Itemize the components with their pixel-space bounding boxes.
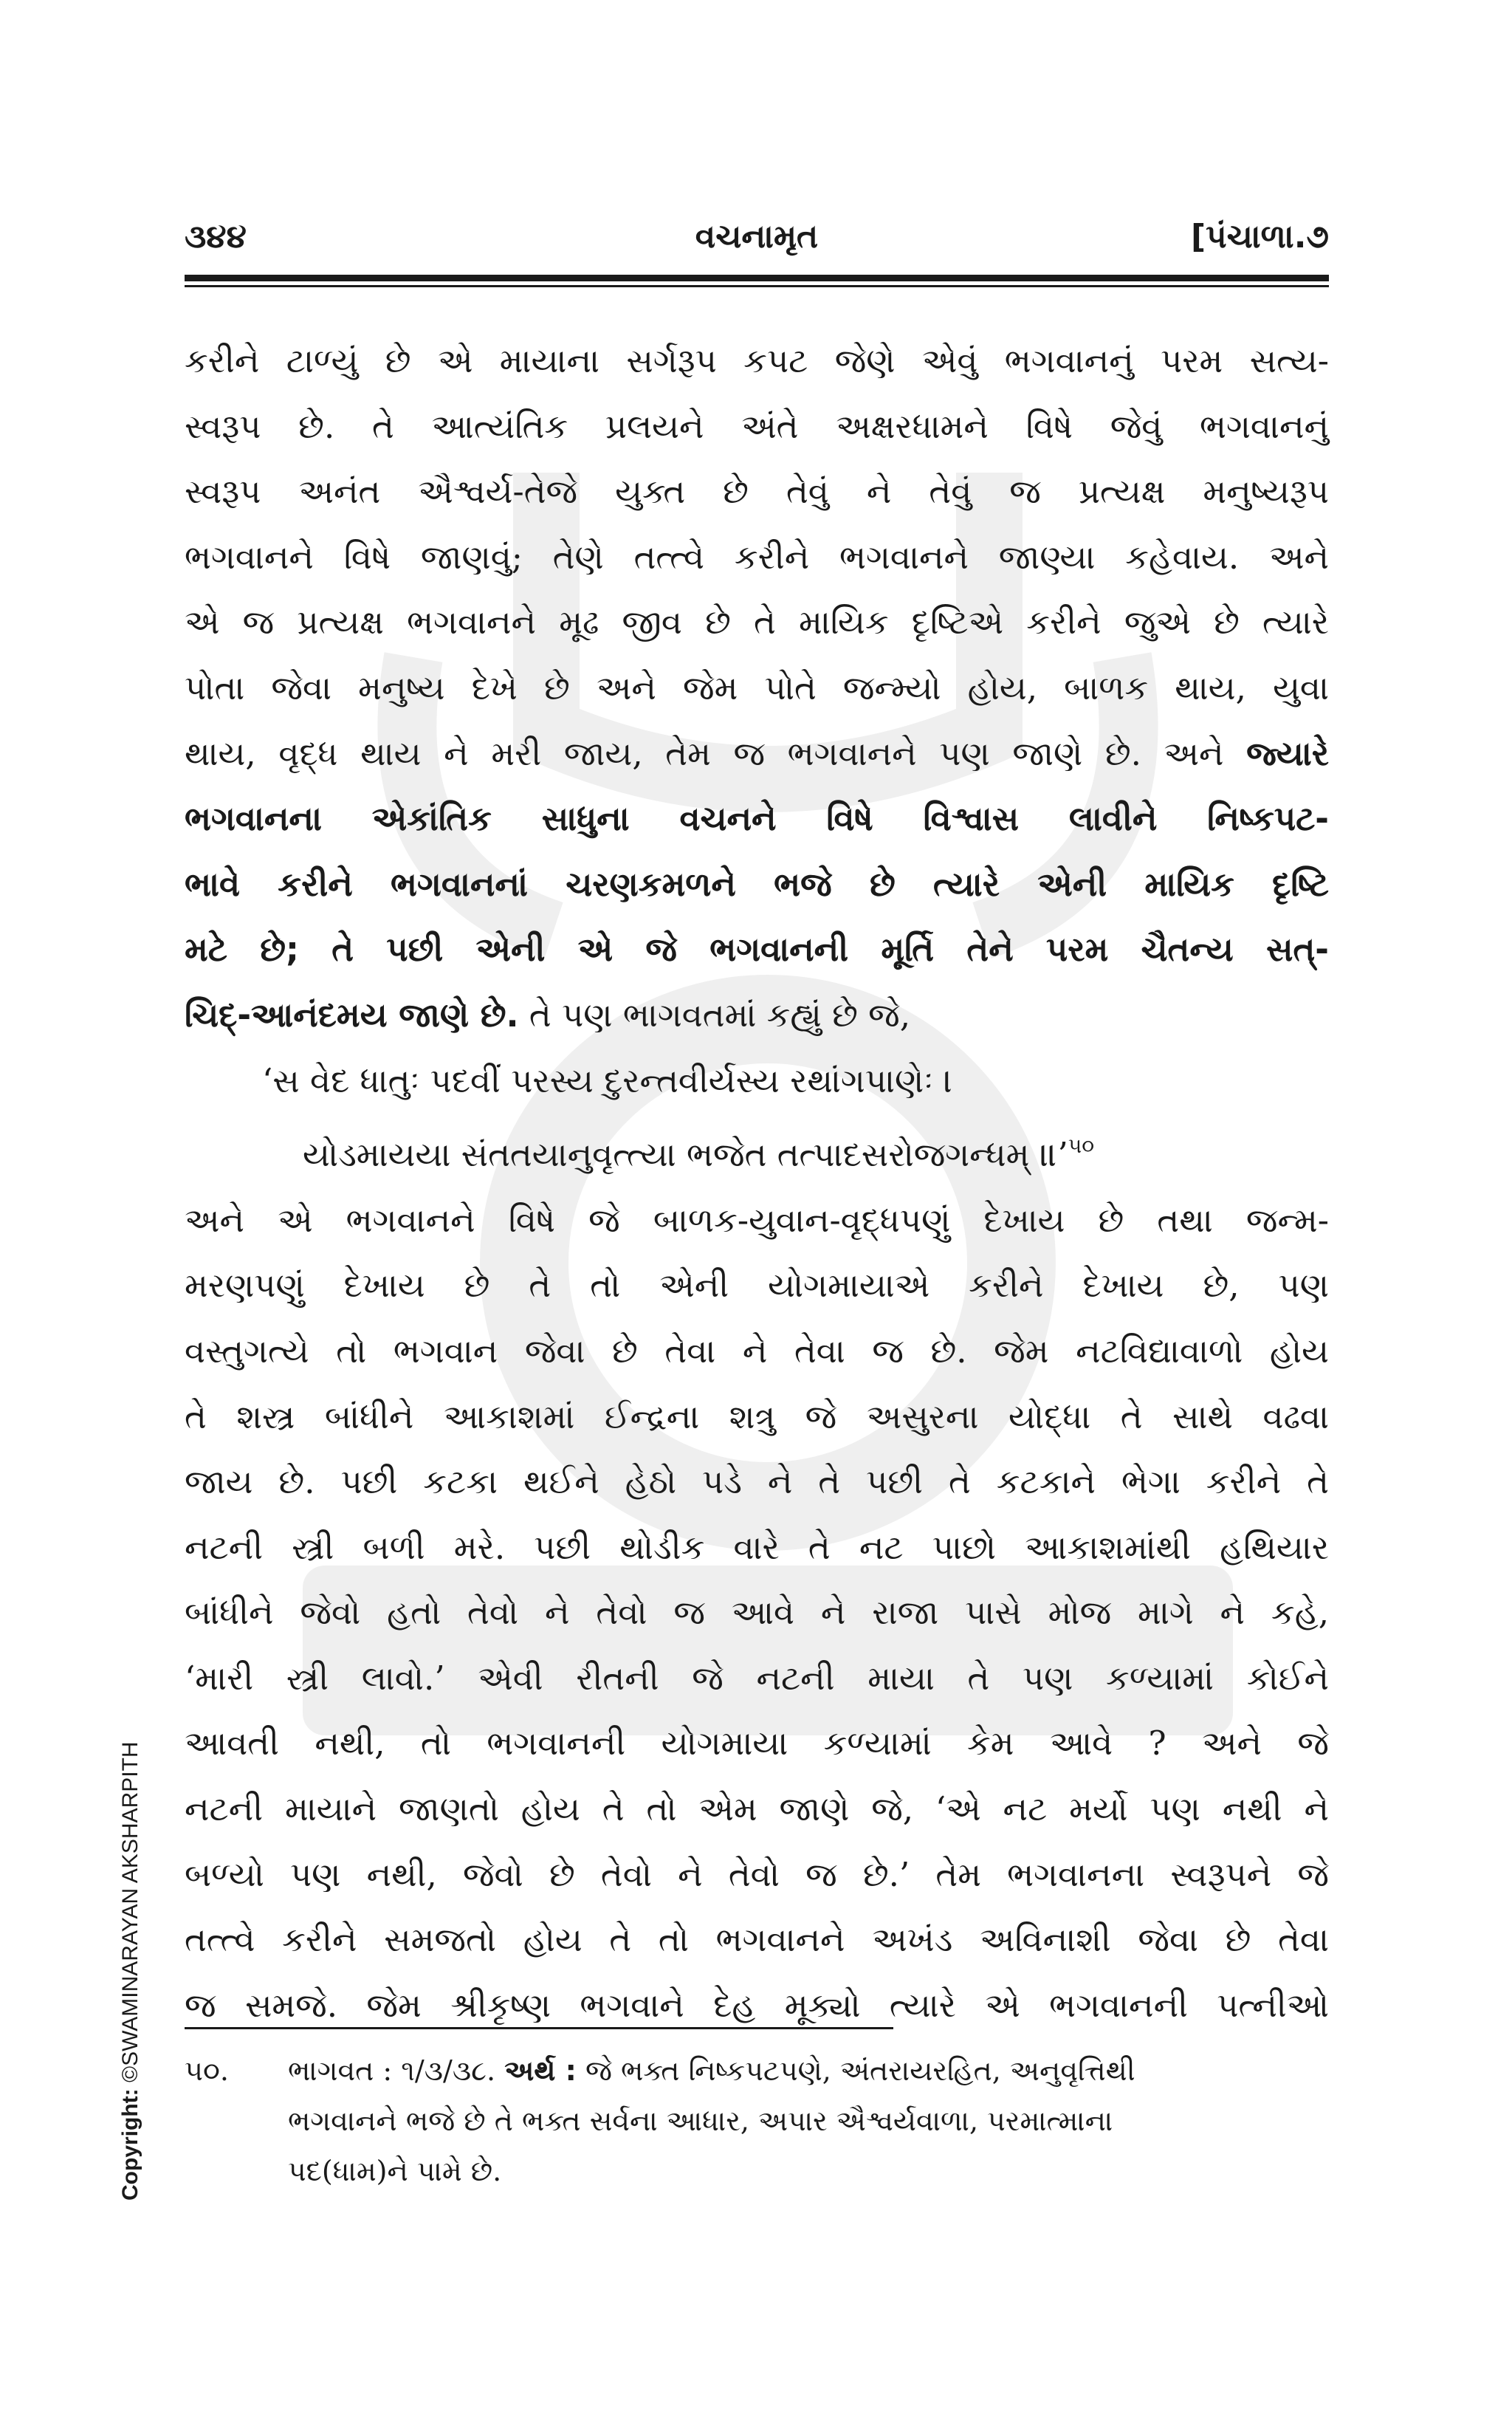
text-line: તે શસ્ત્ર બાંધીને આકાશમાં ઈન્દ્રના શત્રુ જે અસુરના યોદ્ધા તે સાથે વઢવા [185, 1396, 1329, 1436]
footnote-line [288, 2046, 1329, 2096]
text-line: એ જ પ્રત્યક્ષ ભગવાનને મૂઢ જીવ છે તે માયિક દૃષ્ટિએ કરીને જુએ છે ત્યારે [185, 603, 1329, 642]
copyright-label: Copyright: [118, 2088, 142, 2201]
text-line: જાય છે. પછી કટકા થઈને હેઠો પડે ને તે પછી તે કટકાને ભેગા કરીને તે [185, 1462, 1329, 1502]
text-line: વસ્તુગત્યે તો ભગવાન જેવા છે તેવા ને તેવા જ છે. જેમ નટવિદ્યાવાળો હોય [185, 1331, 1329, 1371]
footnote-body [288, 2046, 1329, 2196]
footnote-line: પદ(ધામ)ને પામે છે. [288, 2155, 502, 2187]
text-line: બળ્યો પણ નથી, જેવો છે તેવો ને તેવો જ છે.’ તેમ ભગવાનના સ્વરૂપને જે [185, 1854, 1329, 1894]
text-line: તત્ત્વે કરીને સમજતો હોય તે તો ભગવાનને અખંડ અવિનાશી જેવા છે તેવા [185, 1920, 1329, 1960]
text-line: બાંધીને જેવો હતો તેવો ને તેવો જ આવે ને રાજા પાસે મોજ માગે ને કહે, [185, 1593, 1329, 1633]
section-label: [પંચાળા.૭ [1190, 218, 1329, 256]
emphasis-text: ચિદ્-આનંદમય જાણે છે. [185, 995, 519, 1035]
footnote-line: ભગવાનને ભજે છે તે ભક્ત સર્વના આધાર, અપાર ઐશ્વર્યવાળા, પરમાત્માના [288, 2105, 1113, 2137]
text-line [185, 983, 1329, 1049]
text-line: કરીને ટાળ્યું છે એ માયાના સર્ગરૂપ કપટ જેણે એવું ભગવાનનું પરમ સત્ય- [185, 341, 1329, 380]
sanskrit-verse-line [185, 1114, 1329, 1188]
sanskrit-verse-line: ‘સ વેદ ધાતુઃ પદવીં પરસ્ય દુરન્તવીર્યસ્ય રથાંગપાણેઃ । [262, 1060, 953, 1100]
header-rule [185, 275, 1329, 281]
footnote-number: ૫૦. [185, 2054, 229, 2087]
footnote-meaning-label: અર્થ : [504, 2054, 577, 2087]
header-rule-thin [185, 285, 1329, 287]
text-run: થાય, વૃદ્ધ થાય ને મરી જાય, તેમ જ ભગવાનને પણ જાણે છે. અને [185, 733, 1247, 773]
page-number: ૩૪૪ [185, 218, 247, 256]
text-line: ભગવાનને વિષે જાણવું; તેણે તત્ત્વે કરીને ભગવાનને જાણ્યા કહેવાય. અને [185, 537, 1329, 577]
text-line: સ્વરૂપ અનંત ઐશ્વર્ય-તેજે યુક્ત છે તેવું ને તેવું જ પ્રત્યક્ષ મનુષ્યરૂપ [185, 472, 1329, 512]
copyright-notice [118, 1741, 143, 2201]
emphasis-line: મટે છે; તે પછી એની એ જે ભગવાનની મૂર્તિ તેને પરમ ચૈતન્ય સત્- [185, 930, 1329, 970]
verse-text: યોડમાયયા સંતતયાનુવૃત્ત્યા ભજેત તત્પાદસરોજગન્ધમ્ ॥’ [303, 1135, 1068, 1175]
footnote-rule [185, 2027, 893, 2029]
body-text [185, 329, 1329, 2038]
text-line: નટની માયાને જાણતો હોય તે તો એમ જાણે જે, ‘એ નટ મર્યો પણ નથી ને [185, 1789, 1329, 1829]
text-line: નટની સ્ત્રી બળી મરે. પછી થોડીક વારે તે નટ પાછો આકાશમાંથી હથિયાર [185, 1527, 1329, 1567]
text-line [185, 721, 1329, 787]
running-head [185, 218, 1329, 270]
emphasis-text: જ્યારે [1246, 733, 1329, 773]
text-line: અને એ ભગવાનને વિષે જે બાળક-યુવાન-વૃદ્ધપણું દેખાય છે તથા જન્મ- [185, 1200, 1329, 1240]
text-line: આવતી નથી, તો ભગવાનની યોગમાયા કળ્યામાં કેમ આવે ? અને જે [185, 1724, 1329, 1763]
emphasis-line: ભાવે કરીને ભગવાનનાં ચરણકમળને ભજે છે ત્યારે એની માયિક દૃષ્ટિ [185, 864, 1329, 904]
footnote [185, 2046, 1329, 2196]
emphasis-line: ભગવાનના એકાંતિક સાધુના વચનને વિષે વિશ્વાસ લાવીને નિષ્કપટ- [185, 799, 1329, 839]
text-run: તે પણ ભાગવતમાં કહ્યું છે જે, [518, 995, 911, 1035]
footnote-source: ભાગવત : ૧/૩/૩૮. [288, 2054, 505, 2087]
text-line: ‘મારી સ્ત્રી લાવો.’ એવી રીતની જે નટની માયા તે પણ કળ્યામાં કોઈને [185, 1658, 1329, 1698]
footnote-text: જે ભક્ત નિષ્કપટપણે, અંતરાયરહિત, અનુવૃત્તિથી [576, 2054, 1135, 2087]
text-line: જ સમજે. જેમ શ્રીકૃષ્ણ ભગવાને દેહ મૂક્યો ત્યારે એ ભગવાનની પત્નીઓ [185, 1985, 1329, 2025]
text-line: પોતા જેવા મનુષ્ય દેખે છે અને જેમ પોતે જન્મ્યો હોય, બાળક થાય, યુવા [185, 668, 1329, 707]
text-line: સ્વરૂપ છે. તે આત્યંતિક પ્રલયને અંતે અક્ષરધામને વિષે જેવું ભગવાનનું [185, 406, 1329, 446]
book-title: વચનામૃત [695, 218, 819, 256]
footnote-reference: ૫૦ [1068, 1134, 1095, 1159]
text-line: મરણપણું દેખાય છે તે તો એની યોગમાયાએ કરીને દેખાય છે, પણ [185, 1266, 1329, 1306]
copyright-text: ©SWAMINARAYAN AKSHARPITH [118, 1741, 142, 2083]
